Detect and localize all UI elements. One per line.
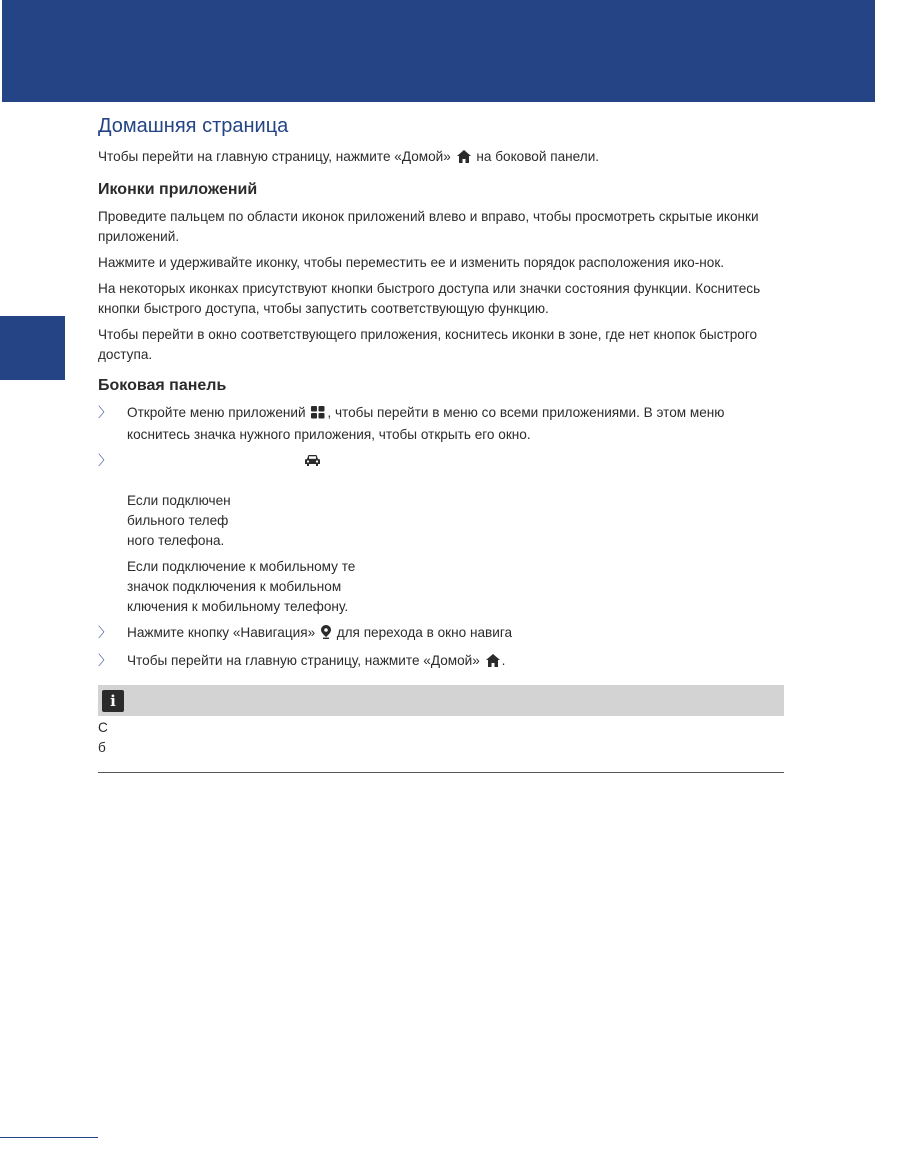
- chapter-tab: [0, 316, 65, 380]
- note-line: С: [98, 720, 108, 735]
- app-icons-paragraph-3: На некоторых иконках присутствуют кнопки быстрого доступа или значки состояния функции. Коснитесь кнопки быстрого доступа, чтобы запустить соответствующую функцию.: [98, 281, 761, 316]
- home-icon: [457, 149, 471, 169]
- side-panel-list: [98, 403, 784, 473]
- list-item: [98, 651, 784, 673]
- app-icons-paragraph-1: Проведите пальцем по области иконок приложений влево и вправо, чтобы просмотреть скрытые иконки приложений.: [98, 209, 759, 244]
- app-icons-paragraph-4: Чтобы перейти в окно соответствующего приложения, коснитесь иконки в зоне, где нет кнопок быстрого доступа.: [98, 327, 758, 362]
- section-title-app-icons: Иконки приложений: [98, 181, 258, 198]
- bullet-text: для перехода в окно навига: [332, 625, 513, 640]
- header-band: [2, 0, 875, 102]
- note-line: б: [98, 740, 106, 755]
- note-divider: [98, 772, 784, 773]
- note-header: [98, 685, 784, 716]
- bullet-text: , чтобы перейти в меню со всеми приложениями. В этом меню коснитесь значка нужного приложения, чтобы открыть его окно.: [127, 405, 725, 442]
- section-title-side-panel: Боковая панель: [98, 377, 227, 394]
- chevron-right-icon: 〉: [98, 405, 112, 420]
- chevron-right-icon: 〉: [98, 625, 112, 640]
- home-text-before: Чтобы перейти на главную страницу, нажмите «Домой»: [98, 149, 455, 164]
- bullet-text: Нажмите кнопку «Навигация»: [127, 625, 319, 640]
- car-icon: [304, 453, 321, 473]
- page-content: [98, 113, 784, 773]
- app-icons-paragraph-2: Нажмите и удерживайте иконку, чтобы переместить ее и изменить порядок расположения ико-нок.: [98, 255, 725, 270]
- connection-paragraph-1: Если подключен бильного телеф ного телефона.: [127, 493, 231, 548]
- home-icon: [486, 653, 500, 673]
- footer-rule: [0, 1137, 98, 1138]
- apps-grid-icon: [311, 405, 325, 425]
- bullet-text: Откройте меню приложений: [127, 405, 310, 420]
- chevron-right-icon: 〉: [98, 453, 112, 468]
- connection-paragraph-2: Если подключение к мобильному те значок подключения к мобильном ключения к мобильному телефону.: [127, 559, 356, 614]
- bullet-text: Чтобы перейти на главную страницу, нажмите «Домой»: [127, 653, 484, 668]
- list-item: [98, 403, 784, 445]
- chevron-right-icon: 〉: [98, 653, 112, 668]
- navigation-pin-icon: [321, 625, 331, 645]
- bullet-text: .: [501, 653, 506, 668]
- list-item: [98, 451, 784, 473]
- side-panel-list-2: [98, 623, 784, 673]
- home-paragraph: [98, 147, 784, 169]
- info-icon: i: [102, 690, 124, 712]
- list-item: [98, 623, 784, 645]
- note-body: [98, 718, 784, 758]
- section-title-home: Домашняя страница: [98, 115, 289, 137]
- home-text-after: на боковой панели.: [472, 149, 600, 164]
